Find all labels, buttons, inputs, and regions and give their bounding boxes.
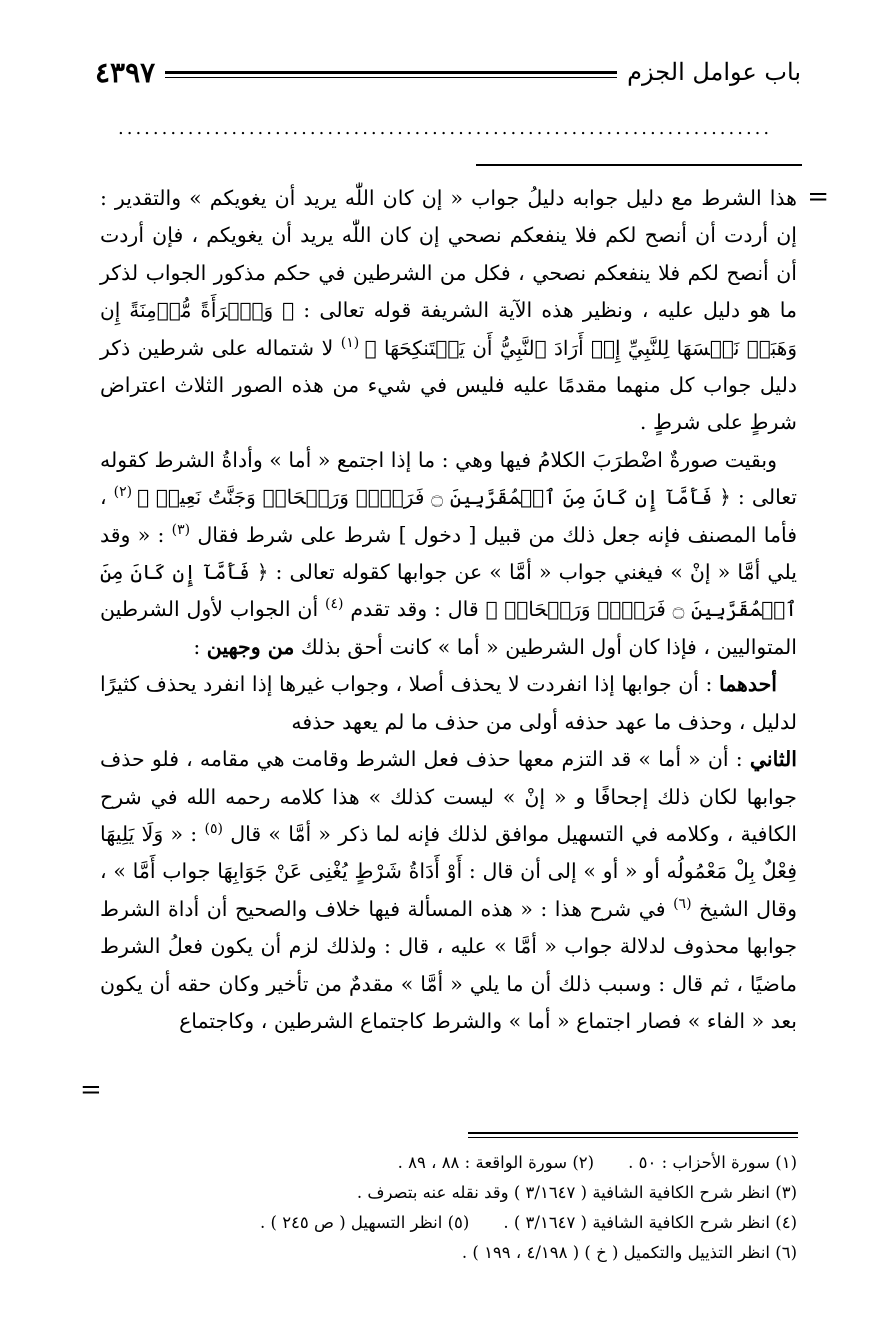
quran-verse: ﴿ فَأَمَّآ إِن كَانَ مِنَ ٱلۡمُقَرَّبِينَ ۝ فَرَوۡحٞ وَرَيۡحَانٞ ﴾ (100, 560, 798, 622)
footnote-line (100, 1178, 797, 1208)
footnote: (٥) انظر التسهيل ( ص ٢٤٥ ) . (260, 1213, 470, 1232)
paragraph (100, 442, 797, 666)
footnote: (٦) انظر التذييل والتكميل ( خ ) ( ٤/١٩٨ ، ١٩٩ ) . (461, 1243, 797, 1262)
paragraph (100, 666, 797, 741)
footnote-rule (468, 1132, 798, 1138)
quran-verse: ﴿ وَٱمۡرَأَةً مُّؤۡمِنَةً إِن وَهَبَتۡ نَفۡسَهَا لِلنَّبِيِّ إِنۡ أَرَادَ ٱلنَّبِيُّ أَن يَسۡتَنكِحَهَا ﴾ (100, 298, 797, 360)
text-run: : « وَلَا يَلِيهَا فِعْلٌ بِلْ مَعْمُولُه أو « أو » إلى أن قال : أَوْ أَدَاةُ شَرْطٍ يُغْنِى عَنْ جَوَابِهَا جواب أَمَّا » ، وقال الشيخ (100, 821, 797, 921)
running-head (95, 52, 801, 92)
footnote: (٣) انظر شرح الكافية الشافية ( ٣/١٦٤٧ ) وقد نقله عنه بتصرف . (356, 1183, 797, 1202)
text-run: : أن « أما » قد التزم معها حذف فعل الشرط وقامت هي مقامه ، فلو حذف جوابها لكان ذلك إجحافًا و « إنْ » ليست كذلك » هذا كلامه رحمه الله في شرح الكافية ، وكلامه في التسهيل موافق لذلك فإنه لما ذكر « أمَّا » قال (100, 747, 797, 846)
footnote-line (100, 1148, 797, 1178)
text-run: وبقيت صورةٌ اضْطرَبَ الكلامُ فيها وهي : ما إذا اجتمع « أما » وأداةُ الشرط كقوله تعالى : (100, 447, 797, 510)
text-run: ، فأما المصنف فإنه جعل ذلك من قبيل [ دخول ] شرط على شرط فقال (100, 485, 797, 547)
bold-term: أحدهما (718, 672, 777, 697)
footnote-line (100, 1238, 797, 1268)
dotted-separator: ........................................................................... (118, 118, 773, 139)
bold-term: من وجهين (206, 634, 295, 659)
quran-verse: ﴿ فَأَمَّآ إِن كَانَ مِنَ ٱلۡمُقَرَّبِينَ ۝ فَرَوۡحٞ وَرَيۡحَانٞ وَجَنَّتُ نَعِيمٖ ﴾ (137, 485, 731, 510)
paragraph (100, 741, 797, 1040)
footnote-ref: (١) (340, 334, 365, 351)
text-run: قال : وقد تقدم (343, 597, 486, 622)
text-run: أن الجواب لأول الشرطين المتواليين ، فإذا كان أول الشرطين « أما » كانت أحق بذلك (100, 597, 797, 659)
header-rule (165, 71, 617, 78)
footnote-ref: (٣) (171, 521, 191, 538)
footnote: (١) سورة الأحزاب : ٥٠ . (628, 1153, 797, 1172)
text-run: : (193, 634, 207, 659)
main-text (100, 180, 797, 1040)
continuation-mark-start: = (807, 182, 829, 212)
footnote: (٤) انظر شرح الكافية الشافية ( ٣/١٦٤٧ ) . (503, 1213, 797, 1232)
text-run: هذا الشرط مع دليل جوابه دليلُ جواب « إن كان اللّٰه يريد أن يغويكم » والتقدير : إن أردت أن أنصح لكم فلا ينفعكم نصحي إن كان اللّٰه يريد أن يغويكم ، فإن أردت أن أنصح لكم فلا ينفعكم نصحي ، فكل من الشرطين في حكم مذكور الجواب لذكر ما هو دليل عليه ، ونظير هذه الآية الشريفة قوله تعالى : (100, 186, 797, 323)
continuation-mark-end: = (80, 1075, 102, 1105)
page-number: ٤٣٩٧ (95, 55, 156, 89)
footnote-line (100, 1208, 797, 1238)
text-run: : أن جوابها إذا انفردت لا يحذف أصلا ، وجواب غيرها إذا انفرد يحذف كثيرًا لدليل ، وحذف ما عهد حذفه أولى من حذف ما لم يعهد حذفه (100, 672, 797, 734)
text-top-rule (476, 164, 802, 166)
chapter-title: باب عوامل الجزم (627, 58, 801, 86)
footnote-ref: (٦) (673, 895, 692, 912)
footnote-ref: (٥) (204, 821, 223, 838)
footnote: (٢) سورة الواقعة : ٨٨ ، ٨٩ . (397, 1153, 595, 1172)
footnotes (100, 1148, 797, 1268)
footnote-ref: (٢) (113, 484, 138, 501)
bold-term: الثاني (749, 747, 797, 772)
paragraph (100, 180, 797, 442)
text-run: في شرح هذا : « هذه المسألة فيها خلاف والصحيح أن أداة الشرط جوابها محذوف لدلالة جواب « أمَّا » عليه ، قال : ولذلك لزم أن يكون فعلُ الشرط ماضيًا ، ثم قال : وسبب ذلك أن ما يلي « أمَّا » مقدمٌ من تأخير وكان حقه أن يكون بعد « الفاء » فصار اجتماع « أما » والشرط كاجتماع الشرطين ، وكاجتماع (100, 896, 797, 1033)
text-run: : « وقد يلي أمَّا « إنْ » فيغني جواب « أمَّا » عن جوابها كقوله تعالى : (100, 522, 797, 585)
footnote-ref: (٤) (325, 596, 344, 613)
text-run: لا شتماله على شرطين ذكر دليل جواب كل منهما مقدمًا عليه فليس في شيء من هذه الصور الثلاث اعتراض شرطٍ على شرطٍ . (100, 335, 797, 435)
